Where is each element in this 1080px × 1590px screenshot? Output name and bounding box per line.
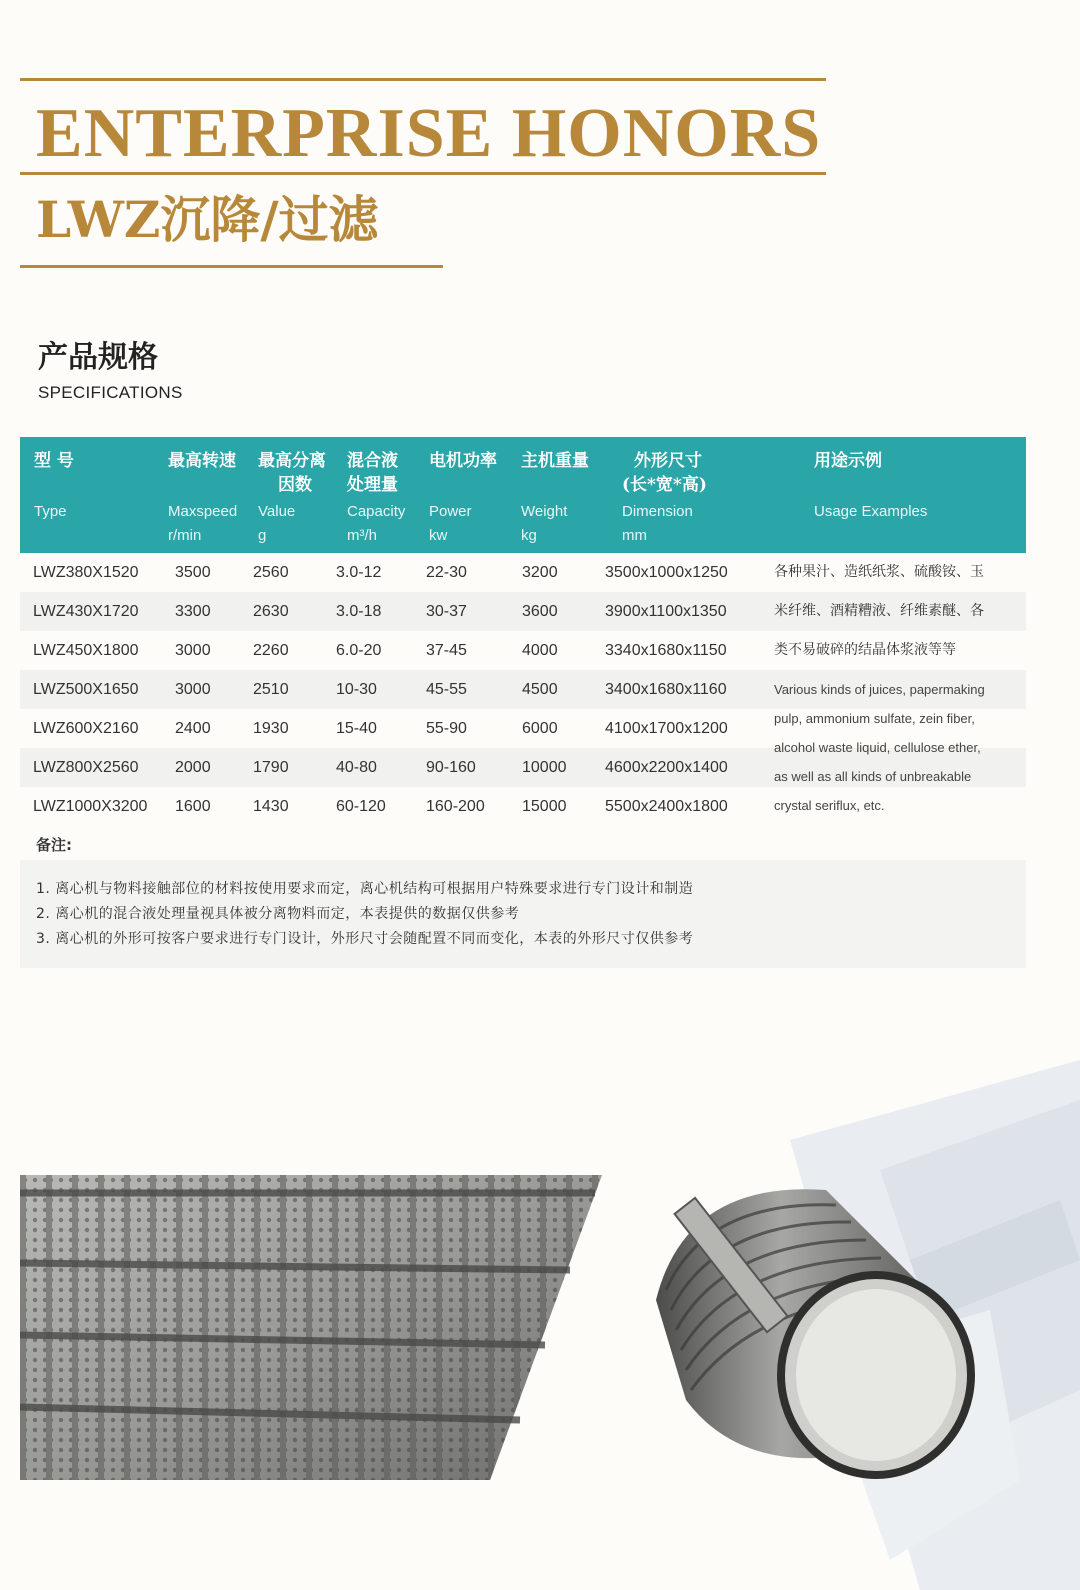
cell-power: 55-90 [426,720,467,737]
cell-speed: 3300 [175,603,211,620]
notes-box [20,860,1026,968]
cell-type: LWZ380X1520 [33,564,139,581]
cell-power: 37-45 [426,642,467,659]
cell-power: 90-160 [426,759,476,776]
spec-table-header [20,437,1026,553]
cell-weight: 6000 [522,720,558,737]
cell-capacity: 3.0-18 [336,603,382,620]
filter-drum-photo [626,1150,986,1490]
usage-en-line: crystal seriflux, etc. [774,798,885,813]
cell-power: 22-30 [426,564,467,581]
col-power-en: Power kw [429,503,472,544]
cell-type: LWZ430X1720 [33,603,139,620]
cell-capacity: 10-30 [336,681,377,698]
cell-power: 160-200 [426,798,485,815]
cell-power: 45-55 [426,681,467,698]
page-title: ENTERPRISE HONORS [36,95,822,172]
cell-power: 30-37 [426,603,467,620]
cell-value: 1930 [253,720,289,737]
cell-value: 2260 [253,642,289,659]
col-weight-zh: 主机重量 [521,451,589,471]
subtitle-rule [20,265,443,268]
cell-capacity: 40-80 [336,759,377,776]
col-value-zh: 最高分离 因数 [258,451,326,495]
note-item: 3. 离心机的外形可按客户要求进行专门设计，外形尺寸会随配置不同而变化，本表的外形尺寸仅供参考 [36,931,694,947]
col-capacity-en: Capacity m³/h [347,503,406,544]
cell-type: LWZ500X1650 [33,681,139,698]
cell-value: 1790 [253,759,289,776]
usage-en-line: Various kinds of juices, papermaking [774,682,985,697]
cell-dimension: 3340x1680x1150 [605,642,727,659]
col-dimension-en: Dimension mm [622,503,693,544]
usage-en-line: as well as all kinds of unbreakable [774,769,972,784]
cell-capacity: 60-120 [336,798,386,815]
cell-dimension: 3500x1000x1250 [605,564,728,581]
cell-value: 1430 [253,798,289,815]
cell-capacity: 15-40 [336,720,377,737]
perforated-screen-photo [20,1175,602,1480]
cell-speed: 2400 [175,720,211,737]
cell-capacity: 6.0-20 [336,642,382,659]
cell-dimension: 3400x1680x1160 [605,681,727,698]
usage-zh-line: 米纤维、酒精糟液、纤维素醚、各 [774,603,984,619]
cell-speed: 3000 [175,681,211,698]
usage-zh-line: 各种果汁、造纸纸浆、硫酸铵、玉 [774,564,984,580]
col-maxspeed-en: Maxspeed r/min [168,503,238,544]
cell-speed: 3000 [175,642,211,659]
note-item: 1. 离心机与物料接触部位的材料按使用要求而定，离心机结构可根据用户特殊要求进行专门设计和制造 [36,881,694,897]
cell-type: LWZ600X2160 [33,720,139,737]
top-rule [20,78,826,81]
cell-speed: 2000 [175,759,211,776]
cell-weight: 10000 [522,759,567,776]
cell-dimension: 3900x1100x1350 [605,603,727,620]
col-capacity-zh: 混合液 处理量 [347,451,398,495]
col-usage-en: Usage Examples [814,503,928,520]
col-power-zh: 电机功率 [429,451,497,471]
cell-capacity: 3.0-12 [336,564,382,581]
cell-dimension: 5500x2400x1800 [605,798,728,815]
col-type-en: Type [34,503,67,520]
usage-en-line: pulp, ammonium sulfate, zein fiber, [774,711,975,726]
cell-dimension: 4600x2200x1400 [605,759,728,776]
col-value-en: Value g [258,503,296,544]
notes-label: 备注: [36,836,72,854]
title-rule [20,172,826,175]
specifications-title-zh: 产品规格 [38,340,158,375]
cell-value: 2560 [253,564,289,581]
cell-type: LWZ450X1800 [33,642,139,659]
col-usage-zh: 用途示例 [814,451,882,471]
cell-weight: 4500 [522,681,558,698]
product-subtitle: LWZ沉降/过滤 [36,190,379,249]
cell-speed: 1600 [175,798,211,815]
note-item: 2. 离心机的混合液处理量视具体被分离物料而定，本表提供的数据仅供参考 [36,906,520,922]
cell-type: LWZ800X2560 [33,759,139,776]
cell-speed: 3500 [175,564,211,581]
col-type-zh: 型 号 [34,451,74,471]
cell-value: 2510 [253,681,289,698]
cell-dimension: 4100x1700x1200 [605,720,728,737]
cell-value: 2630 [253,603,289,620]
specifications-title-en: SPECIFICATIONS [38,383,183,402]
col-weight-en: Weight kg [521,503,568,544]
cell-weight: 4000 [522,642,558,659]
cell-weight: 3200 [522,564,558,581]
cell-weight: 15000 [522,798,567,815]
cell-weight: 3600 [522,603,558,620]
col-maxspeed-zh: 最高转速 [168,451,236,471]
col-dimension-zh: 外形尺寸 (长*宽*高) [622,451,707,495]
usage-zh-line: 类不易破碎的结晶体浆液等等 [774,642,956,658]
usage-en-line: alcohol waste liquid, cellulose ether, [774,740,981,755]
cell-type: LWZ1000X3200 [33,798,148,815]
